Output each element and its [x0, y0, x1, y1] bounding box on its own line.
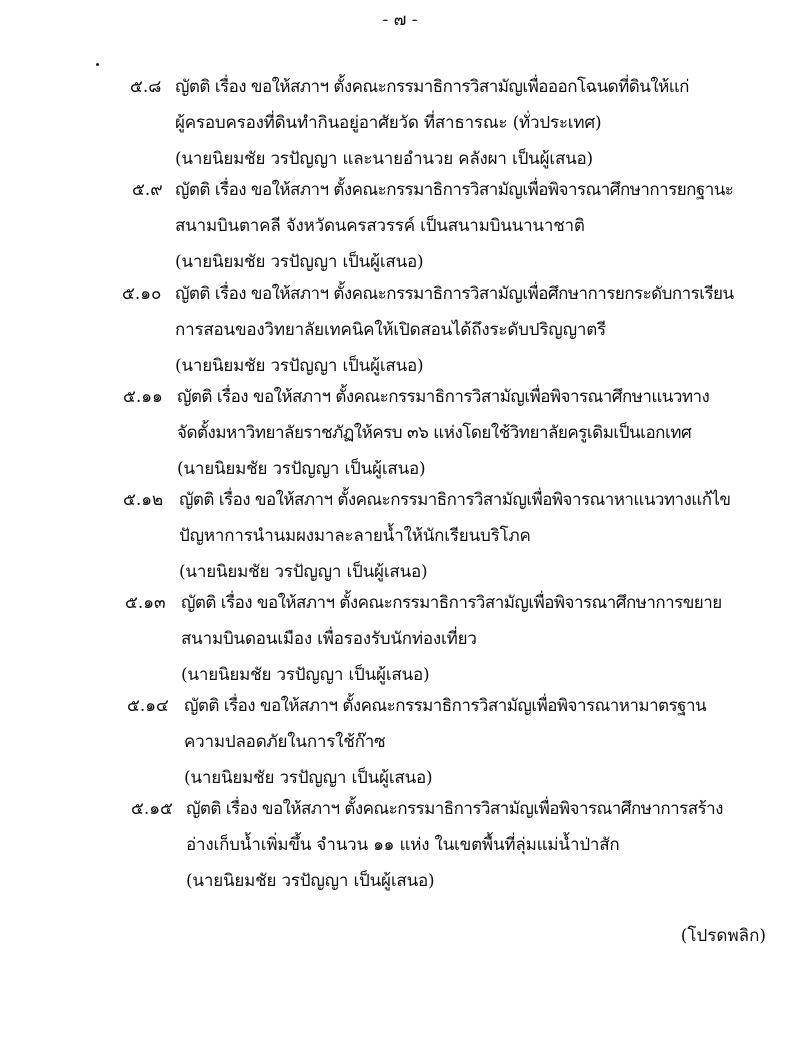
item-title-line: ปัญหาการนำนมผงมาละลายน้ำให้นักเรียนบริโภค [179, 526, 531, 546]
item-title-line: สนามบินดอนเมือง เพื่อรองรับนักท่องเที่ยว [181, 629, 477, 649]
item-proposer: (นายนิยมชัย วรปัญญา เป็นผู้เสนอ) [179, 562, 428, 582]
item-number: ๕.๑๑ [123, 387, 163, 407]
item-title-line: อ่างเก็บน้ำเพิ่มขึ้น จำนวน ๑๑ แห่ง ในเขตพื้นที่ลุ่มแม่น้ำป่าสัก [186, 835, 620, 855]
item-title-line: สนามบินตาคลี จังหวัดนครสวรรค์ เป็นสนามบินนานาชาติ [175, 216, 585, 236]
item-title-line: ญัตติ เรื่อง ขอให้สภาฯ ตั้งคณะกรรมาธิการวิสามัญเพื่อพิจารณาหามาตรฐาน [184, 696, 707, 716]
item-title-line: ความปลอดภัยในการใช้ก๊าซ [184, 732, 386, 752]
item-proposer: (นายนิยมชัย วรปัญญา เป็นผู้เสนอ) [177, 459, 426, 479]
item-proposer: (นายนิยมชัย วรปัญญา เป็นผู้เสนอ) [184, 768, 433, 788]
page-number: - ๗ - [382, 10, 418, 30]
item-proposer: (นายนิยมชัย วรปัญญา เป็นผู้เสนอ) [186, 871, 435, 891]
item-number: ๕.๑๐ [122, 284, 162, 304]
item-proposer: (นายนิยมชัย วรปัญญา เป็นผู้เสนอ) [181, 665, 430, 685]
item-title-line: ญัตติ เรื่อง ขอให้สภาฯ ตั้งคณะกรรมาธิการวิสามัญเพื่อพิจารณาศึกษาการขยาย [181, 593, 722, 613]
item-number: ๕.๑๔ [127, 696, 169, 716]
item-number: ๕.๘ [130, 77, 162, 97]
item-title-line: ผู้ครอบครองที่ดินทำกินอยู่อาศัยวัด ที่สาธารณะ (ทั่วประเทศ) [175, 113, 602, 133]
item-proposer: (นายนิยมชัย วรปัญญา และนายอำนวย คลังผา เป็นผู้เสนอ) [175, 149, 593, 169]
item-title-line: ญัตติ เรื่อง ขอให้สภาฯ ตั้งคณะกรรมาธิการวิสามัญเพื่อพิจารณาหาแนวทางแก้ไข [179, 490, 731, 510]
item-number: ๕.๑๕ [131, 799, 173, 819]
item-number: ๕.๙ [132, 180, 163, 200]
item-title-line: ญัตติ เรื่อง ขอให้สภาฯ ตั้งคณะกรรมาธิการวิสามัญเพื่อพิจารณาศึกษาการสร้าง [186, 799, 723, 819]
item-title-line: ญัตติ เรื่อง ขอให้สภาฯ ตั้งคณะกรรมาธิการวิสามัญเพื่อพิจารณาศึกษาแนวทาง [177, 387, 710, 407]
item-title-line: ญัตติ เรื่อง ขอให้สภาฯ ตั้งคณะกรรมาธิการวิสามัญเพื่อศึกษาการยกระดับการเรียน [175, 284, 734, 304]
stray-mark [96, 63, 99, 66]
item-title-line: ญัตติ เรื่อง ขอให้สภาฯ ตั้งคณะกรรมาธิการวิสามัญเพื่อพิจารณาศึกษาการยกฐานะ [175, 180, 734, 200]
item-number: ๕.๑๒ [123, 490, 164, 510]
item-number: ๕.๑๓ [125, 593, 166, 613]
item-title-line: จัดตั้งมหาวิทยาลัยราชภัฏให้ครบ ๓๖ แห่งโดยใช้วิทยาลัยครูเดิมเป็นเอกเทศ [177, 423, 692, 443]
turn-page-note: (โปรดพลิก) [680, 926, 766, 946]
item-title-line: ญัตติ เรื่อง ขอให้สภาฯ ตั้งคณะกรรมาธิการวิสามัญเพื่อออกโฉนดที่ดินให้แก่ [175, 77, 689, 97]
item-title-line: การสอนของวิทยาลัยเทคนิคให้เปิดสอนได้ถึงระดับปริญญาตรี [175, 320, 606, 340]
item-proposer: (นายนิยมชัย วรปัญญา เป็นผู้เสนอ) [175, 252, 424, 272]
item-proposer: (นายนิยมชัย วรปัญญา เป็นผู้เสนอ) [175, 356, 424, 376]
